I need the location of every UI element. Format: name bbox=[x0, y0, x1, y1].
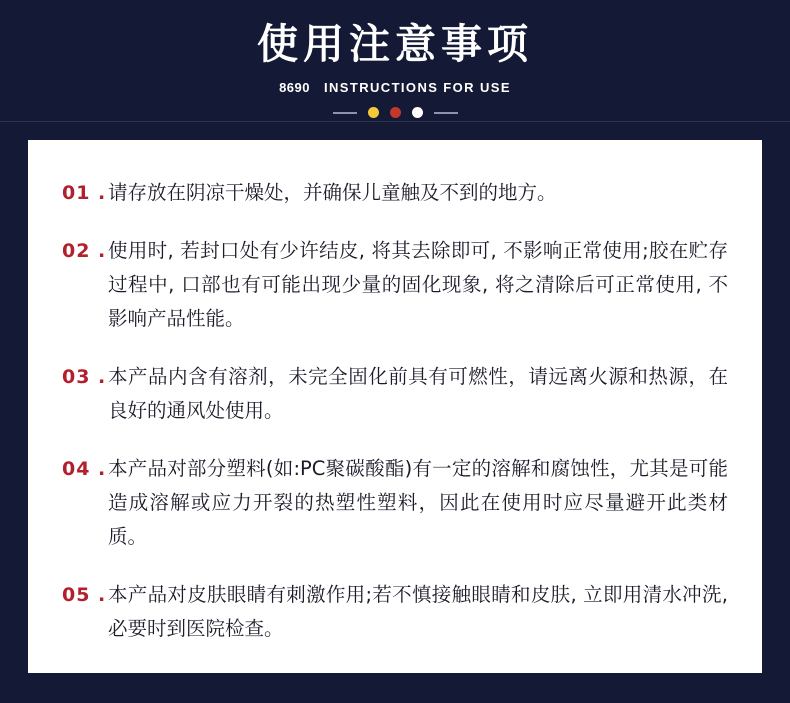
dot-yellow-icon bbox=[368, 107, 379, 118]
instructions-card bbox=[28, 140, 762, 673]
list-item bbox=[62, 578, 728, 646]
list-item-number: 04 . bbox=[62, 458, 107, 480]
right-rule bbox=[434, 112, 458, 114]
list-item bbox=[62, 176, 728, 210]
list-item-number: 05 . bbox=[62, 584, 107, 606]
list-item-number: 01 . bbox=[62, 182, 107, 204]
dot-white-icon bbox=[412, 107, 423, 118]
header-subtitle-row bbox=[0, 80, 790, 95]
product-code: 8690 bbox=[279, 80, 310, 95]
dot-red-icon bbox=[390, 107, 401, 118]
list-item-text: 本产品对部分塑料(如:PC聚碳酸酯)有一定的溶解和腐蚀性，尤其是可能造成溶解或应力开裂的热塑性塑料，因此在使用时应尽量避开此类材质。 bbox=[108, 457, 728, 548]
list-item bbox=[62, 360, 728, 428]
list-item-number: 02 . bbox=[62, 240, 107, 262]
decorative-dots bbox=[0, 107, 790, 118]
page-title: 使用注意事项 bbox=[257, 20, 533, 68]
list-item-text: 本产品内含有溶剂，未完全固化前具有可燃性，请远离火源和热源，在良好的通风处使用。 bbox=[108, 365, 728, 422]
list-item-text: 请存放在阴凉干燥处，并确保儿童触及不到的地方。 bbox=[108, 181, 557, 204]
instructions-list bbox=[62, 176, 728, 646]
left-rule bbox=[333, 112, 357, 114]
list-item-text: 使用时, 若封口处有少许结皮, 将其去除即可, 不影响正常使用;胶在贮存过程中, 口部也有可能出现少量的固化现象, 将之清除后可正常使用, 不影响产品性能。 bbox=[108, 239, 728, 330]
header-divider bbox=[0, 121, 790, 122]
page-header bbox=[0, 0, 790, 122]
list-item bbox=[62, 234, 728, 336]
header-subtitle: INSTRUCTIONS FOR USE bbox=[324, 80, 511, 95]
list-item-text: 本产品对皮肤眼睛有刺激作用;若不慎接触眼睛和皮肤, 立即用清水冲洗, 必要时到医院检查。 bbox=[108, 583, 728, 640]
list-item-number: 03 . bbox=[62, 366, 107, 388]
list-item bbox=[62, 452, 728, 554]
